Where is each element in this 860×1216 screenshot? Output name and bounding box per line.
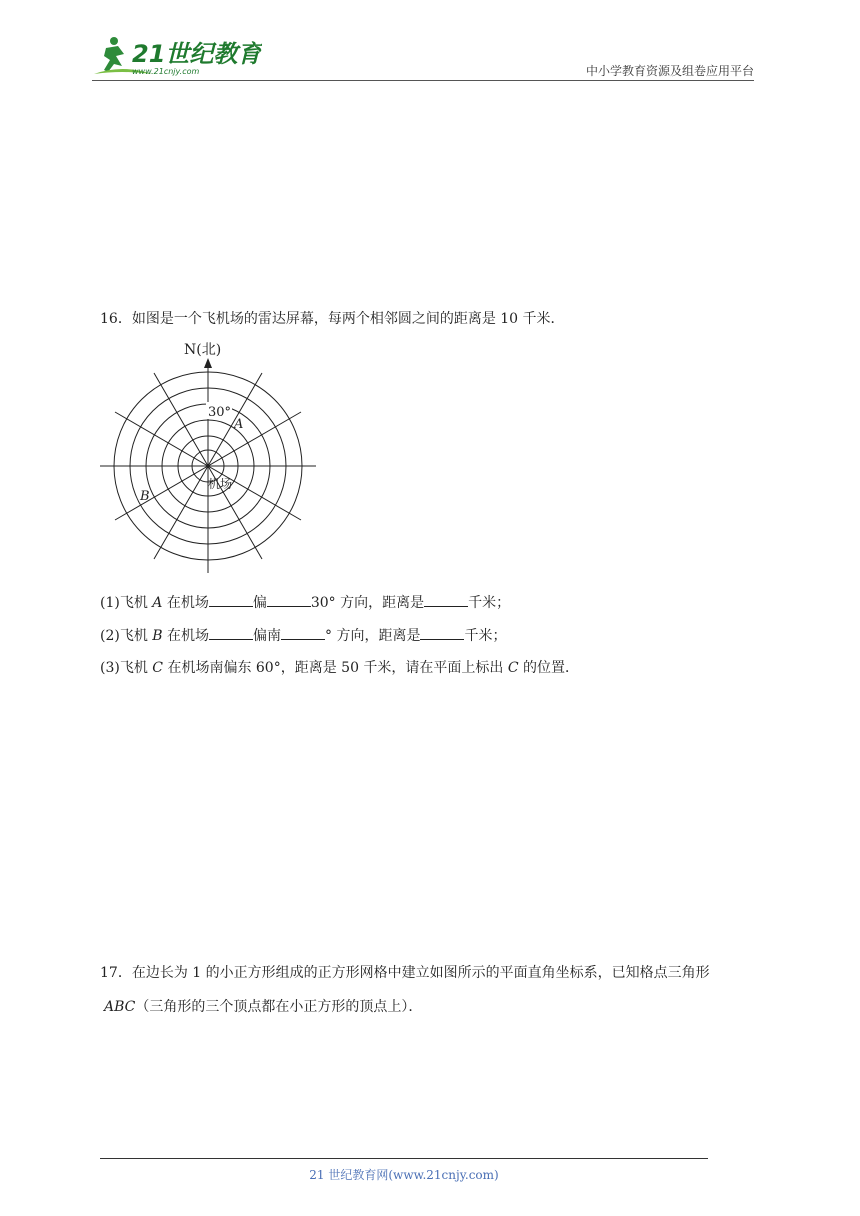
point-a-label: A: [234, 417, 244, 432]
question-17-line-2: ABC（三角形的三个顶点都在小正方形的顶点上）．: [104, 999, 423, 1015]
answer-blank[interactable]: [209, 625, 253, 640]
question-16-part-1: (1)飞机 A 在机场 偏 30° 方向，距离是 千米；: [100, 592, 510, 613]
question-16-part-3: (3)飞机 C 在机场南偏东 60°，距离是 50 千米，请在平面上标出 C 的位置．: [100, 660, 580, 676]
point-b-label: B: [140, 489, 150, 504]
airport-label: 机场: [208, 477, 233, 491]
answer-blank[interactable]: [281, 625, 325, 640]
header-divider: [92, 80, 754, 81]
footer-divider: [100, 1158, 708, 1159]
platform-name: 中小学教育资源及组卷应用平台: [585, 64, 754, 78]
site-logo: [92, 34, 262, 80]
logo-text: 21世纪教育: [132, 40, 262, 68]
question-17-line-1: 17．在边长为 1 的小正方形组成的正方形网格中建立如图所示的平面直角坐标系，已知格点三角形: [100, 965, 710, 981]
radar-screen-figure: [98, 338, 318, 578]
footer-link[interactable]: 21 世纪教育网(www.21cnjy.com): [309, 1168, 499, 1182]
angle-label: 30°: [208, 405, 232, 420]
answer-blank[interactable]: [267, 592, 311, 607]
answer-blank[interactable]: [424, 592, 468, 607]
north-label: N(北): [184, 342, 222, 358]
question-16-part-2: (2)飞机 B 在机场 偏南 ° 方向，距离是 千米；: [100, 625, 506, 646]
question-16-stem: 16．如图是一个飞机场的雷达屏幕，每两个相邻圆之间的距离是 10 千米．: [100, 311, 565, 327]
answer-blank[interactable]: [209, 592, 253, 607]
answer-blank[interactable]: [420, 625, 464, 640]
logo-url-text: www.21cnjy.com: [132, 67, 200, 76]
